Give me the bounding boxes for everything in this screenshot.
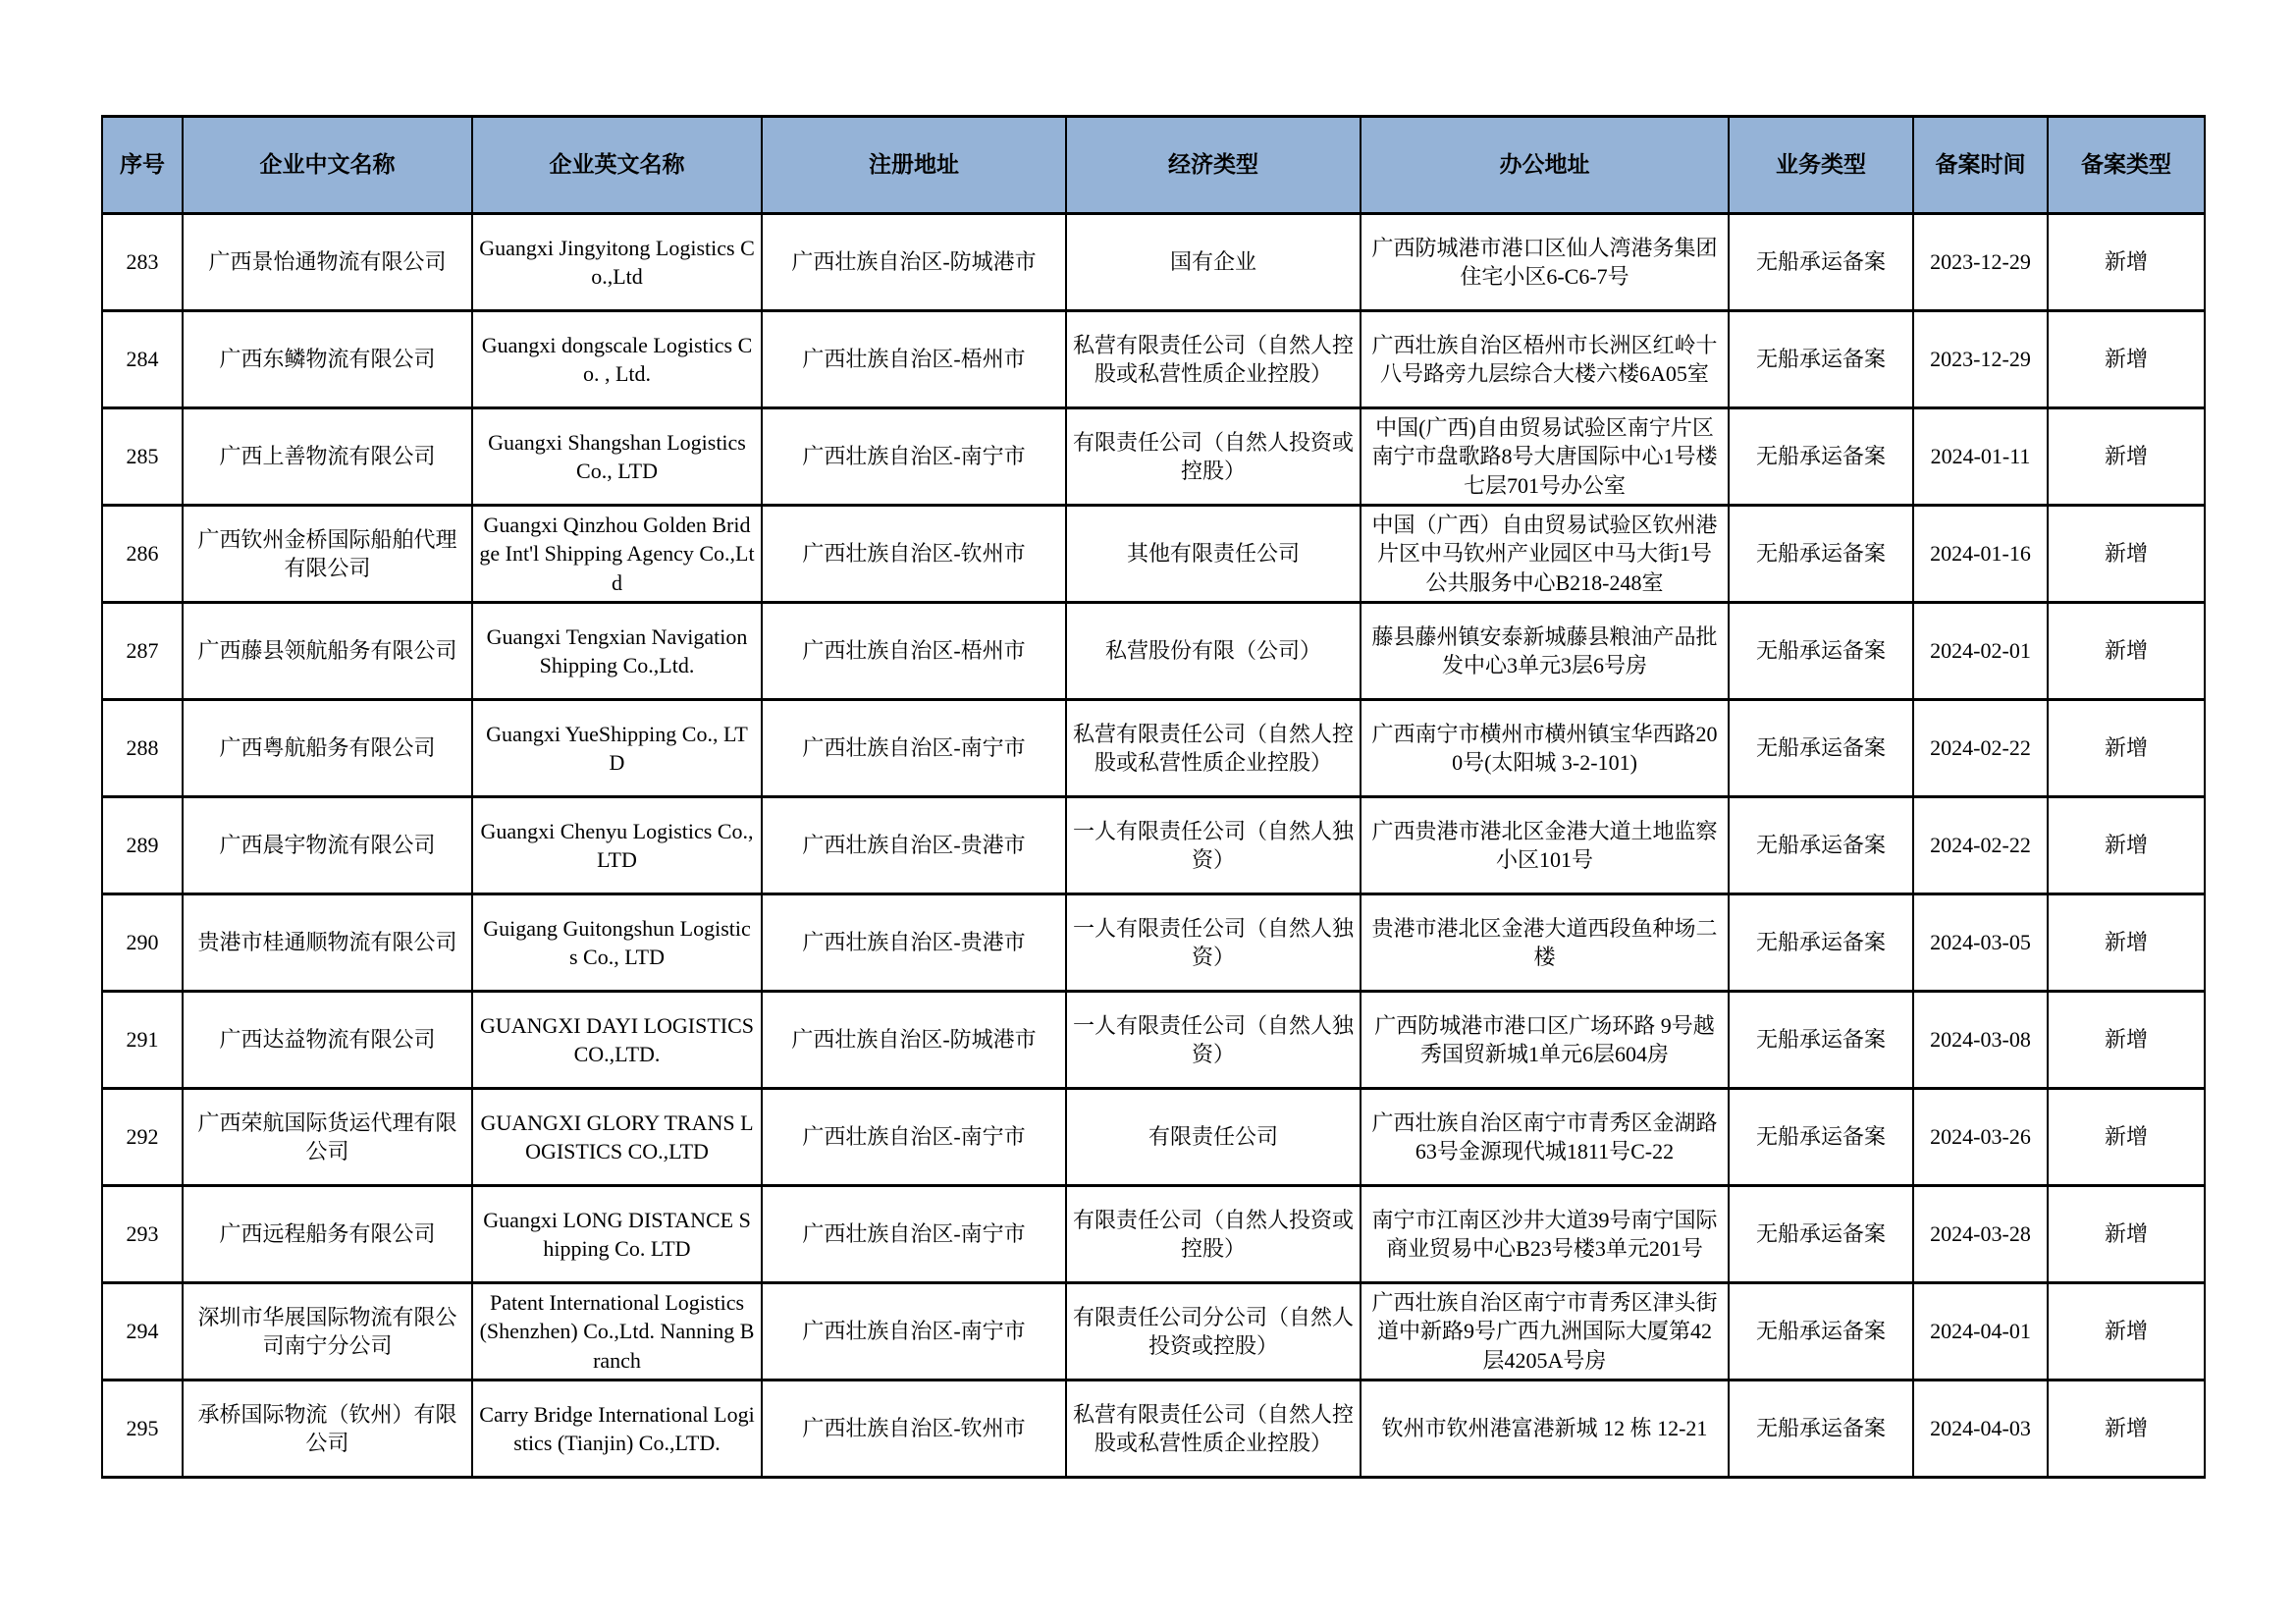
cell-serial: 290 — [102, 894, 183, 992]
cell-name-en: GUANGXI DAYI LOGISTICS CO.,LTD. — [472, 992, 762, 1089]
cell-record-type: 新增 — [2048, 506, 2205, 603]
cell-record-type: 新增 — [2048, 1186, 2205, 1283]
cell-office-address: 广西南宁市横州市横州镇宝华西路200号(太阳城 3-2-101) — [1361, 700, 1729, 797]
table-row — [102, 700, 2205, 797]
cell-name-cn: 广西钦州金桥国际船舶代理有限公司 — [183, 506, 472, 603]
cell-office-address: 中国(广西)自由贸易试验区南宁片区南宁市盘歌路8号大唐国际中心1号楼七层701号办公室 — [1361, 408, 1729, 506]
cell-registered-address: 广西壮族自治区-南宁市 — [762, 700, 1066, 797]
cell-serial: 293 — [102, 1186, 183, 1283]
table-body — [102, 214, 2205, 1478]
cell-registered-address: 广西壮族自治区-南宁市 — [762, 1283, 1066, 1380]
cell-serial: 295 — [102, 1380, 183, 1478]
cell-serial: 284 — [102, 311, 183, 408]
cell-serial: 292 — [102, 1089, 183, 1186]
cell-registered-address: 广西壮族自治区-南宁市 — [762, 408, 1066, 506]
cell-name-cn: 广西景怡通物流有限公司 — [183, 214, 472, 311]
cell-record-type: 新增 — [2048, 603, 2205, 700]
cell-business-type: 无船承运备案 — [1729, 506, 1913, 603]
cell-record-type: 新增 — [2048, 1089, 2205, 1186]
cell-economic-type: 有限责任公司 — [1066, 1089, 1361, 1186]
cell-economic-type: 私营有限责任公司（自然人控股或私营性质企业控股） — [1066, 700, 1361, 797]
table-row — [102, 1283, 2205, 1380]
cell-registered-address: 广西壮族自治区-南宁市 — [762, 1089, 1066, 1186]
header-economic-type: 经济类型 — [1066, 117, 1361, 214]
cell-economic-type: 有限责任公司（自然人投资或控股） — [1066, 408, 1361, 506]
cell-serial: 285 — [102, 408, 183, 506]
cell-record-date: 2024-02-01 — [1913, 603, 2048, 700]
cell-name-cn: 承桥国际物流（钦州）有限公司 — [183, 1380, 472, 1478]
cell-serial: 286 — [102, 506, 183, 603]
cell-economic-type: 一人有限责任公司（自然人独资） — [1066, 894, 1361, 992]
header-name-en: 企业英文名称 — [472, 117, 762, 214]
cell-serial: 294 — [102, 1283, 183, 1380]
cell-economic-type: 一人有限责任公司（自然人独资） — [1066, 992, 1361, 1089]
cell-registered-address: 广西壮族自治区-防城港市 — [762, 992, 1066, 1089]
table-row — [102, 1186, 2205, 1283]
cell-record-date: 2024-03-08 — [1913, 992, 2048, 1089]
cell-business-type: 无船承运备案 — [1729, 1186, 1913, 1283]
cell-office-address: 南宁市江南区沙井大道39号南宁国际商业贸易中心B23号楼3单元201号 — [1361, 1186, 1729, 1283]
cell-name-en: Guigang Guitongshun Logistics Co., LTD — [472, 894, 762, 992]
cell-record-date: 2023-12-29 — [1913, 311, 2048, 408]
table-row — [102, 992, 2205, 1089]
cell-registered-address: 广西壮族自治区-梧州市 — [762, 603, 1066, 700]
cell-name-en: Guangxi Qinzhou Golden Bridge Int'l Shipping Agency Co.,Ltd — [472, 506, 762, 603]
cell-economic-type: 私营股份有限（公司） — [1066, 603, 1361, 700]
company-registry-table — [101, 115, 2206, 1479]
cell-serial: 289 — [102, 797, 183, 894]
cell-registered-address: 广西壮族自治区-贵港市 — [762, 894, 1066, 992]
cell-economic-type: 私营有限责任公司（自然人控股或私营性质企业控股） — [1066, 1380, 1361, 1478]
table-row — [102, 214, 2205, 311]
cell-registered-address: 广西壮族自治区-南宁市 — [762, 1186, 1066, 1283]
cell-record-date: 2024-03-26 — [1913, 1089, 2048, 1186]
cell-registered-address: 广西壮族自治区-钦州市 — [762, 506, 1066, 603]
cell-business-type: 无船承运备案 — [1729, 1089, 1913, 1186]
cell-office-address: 广西贵港市港北区金港大道土地监察小区101号 — [1361, 797, 1729, 894]
cell-office-address: 钦州市钦州港富港新城 12 栋 12-21 — [1361, 1380, 1729, 1478]
cell-economic-type: 私营有限责任公司（自然人控股或私营性质企业控股） — [1066, 311, 1361, 408]
header-record-type: 备案类型 — [2048, 117, 2205, 214]
cell-name-en: Guangxi Chenyu Logistics Co., LTD — [472, 797, 762, 894]
header-record-date: 备案时间 — [1913, 117, 2048, 214]
cell-name-en: Guangxi Tengxian Navigation Shipping Co.,Ltd. — [472, 603, 762, 700]
header-name-cn: 企业中文名称 — [183, 117, 472, 214]
cell-office-address: 广西壮族自治区南宁市青秀区津头街道中新路9号广西九洲国际大厦第42层4205A号房 — [1361, 1283, 1729, 1380]
header-registered-address: 注册地址 — [762, 117, 1066, 214]
table-row — [102, 408, 2205, 506]
cell-record-date: 2024-03-28 — [1913, 1186, 2048, 1283]
cell-name-en: Guangxi YueShipping Co., LTD — [472, 700, 762, 797]
cell-record-type: 新增 — [2048, 797, 2205, 894]
cell-record-date: 2023-12-29 — [1913, 214, 2048, 311]
cell-serial: 291 — [102, 992, 183, 1089]
table-header — [102, 117, 2205, 214]
cell-name-cn: 广西晨宇物流有限公司 — [183, 797, 472, 894]
cell-business-type: 无船承运备案 — [1729, 408, 1913, 506]
cell-economic-type: 国有企业 — [1066, 214, 1361, 311]
cell-economic-type: 一人有限责任公司（自然人独资） — [1066, 797, 1361, 894]
cell-business-type: 无船承运备案 — [1729, 311, 1913, 408]
cell-business-type: 无船承运备案 — [1729, 603, 1913, 700]
cell-record-date: 2024-04-01 — [1913, 1283, 2048, 1380]
table-row — [102, 797, 2205, 894]
cell-registered-address: 广西壮族自治区-梧州市 — [762, 311, 1066, 408]
table-row — [102, 603, 2205, 700]
cell-name-cn: 广西东鳞物流有限公司 — [183, 311, 472, 408]
cell-serial: 283 — [102, 214, 183, 311]
cell-serial: 287 — [102, 603, 183, 700]
cell-name-cn: 深圳市华展国际物流有限公司南宁分公司 — [183, 1283, 472, 1380]
cell-economic-type: 有限责任公司分公司（自然人投资或控股） — [1066, 1283, 1361, 1380]
cell-business-type: 无船承运备案 — [1729, 1380, 1913, 1478]
cell-name-en: Patent International Logistics (Shenzhen) Co.,Ltd. Nanning Branch — [472, 1283, 762, 1380]
cell-registered-address: 广西壮族自治区-贵港市 — [762, 797, 1066, 894]
cell-economic-type: 有限责任公司（自然人投资或控股） — [1066, 1186, 1361, 1283]
cell-record-date: 2024-02-22 — [1913, 700, 2048, 797]
cell-name-en: Guangxi LONG DISTANCE Shipping Co. LTD — [472, 1186, 762, 1283]
cell-business-type: 无船承运备案 — [1729, 797, 1913, 894]
cell-office-address: 藤县藤州镇安泰新城藤县粮油产品批发中心3单元3层6号房 — [1361, 603, 1729, 700]
header-row — [102, 117, 2205, 214]
cell-record-type: 新增 — [2048, 214, 2205, 311]
cell-office-address: 广西壮族自治区南宁市青秀区金湖路63号金源现代城1811号C-22 — [1361, 1089, 1729, 1186]
header-business-type: 业务类型 — [1729, 117, 1913, 214]
cell-name-en: Guangxi dongscale Logistics Co. , Ltd. — [472, 311, 762, 408]
cell-business-type: 无船承运备案 — [1729, 894, 1913, 992]
cell-registered-address: 广西壮族自治区-防城港市 — [762, 214, 1066, 311]
cell-record-date: 2024-04-03 — [1913, 1380, 2048, 1478]
cell-name-en: Guangxi Shangshan Logistics Co., LTD — [472, 408, 762, 506]
cell-name-en: Guangxi Jingyitong Logistics Co.,Ltd — [472, 214, 762, 311]
cell-office-address: 广西壮族自治区梧州市长洲区红岭十八号路旁九层综合大楼六楼6A05室 — [1361, 311, 1729, 408]
table-row — [102, 894, 2205, 992]
cell-record-type: 新增 — [2048, 408, 2205, 506]
header-office-address: 办公地址 — [1361, 117, 1729, 214]
cell-name-cn: 广西远程船务有限公司 — [183, 1186, 472, 1283]
cell-business-type: 无船承运备案 — [1729, 214, 1913, 311]
cell-serial: 288 — [102, 700, 183, 797]
cell-record-type: 新增 — [2048, 1380, 2205, 1478]
cell-business-type: 无船承运备案 — [1729, 1283, 1913, 1380]
cell-office-address: 广西防城港市港口区广场环路 9号越秀国贸新城1单元6层604房 — [1361, 992, 1729, 1089]
cell-name-cn: 广西藤县领航船务有限公司 — [183, 603, 472, 700]
cell-record-type: 新增 — [2048, 894, 2205, 992]
cell-business-type: 无船承运备案 — [1729, 992, 1913, 1089]
cell-name-cn: 贵港市桂通顺物流有限公司 — [183, 894, 472, 992]
cell-name-cn: 广西上善物流有限公司 — [183, 408, 472, 506]
cell-record-type: 新增 — [2048, 311, 2205, 408]
cell-office-address: 贵港市港北区金港大道西段鱼种场二楼 — [1361, 894, 1729, 992]
cell-office-address: 中国（广西）自由贸易试验区钦州港片区中马钦州产业园区中马大街1号公共服务中心B218-248室 — [1361, 506, 1729, 603]
cell-record-date: 2024-03-05 — [1913, 894, 2048, 992]
cell-name-cn: 广西荣航国际货运代理有限公司 — [183, 1089, 472, 1186]
table-row — [102, 1380, 2205, 1478]
cell-name-cn: 广西达益物流有限公司 — [183, 992, 472, 1089]
cell-record-date: 2024-02-22 — [1913, 797, 2048, 894]
cell-business-type: 无船承运备案 — [1729, 700, 1913, 797]
table-row — [102, 1089, 2205, 1186]
cell-record-date: 2024-01-16 — [1913, 506, 2048, 603]
cell-record-type: 新增 — [2048, 1283, 2205, 1380]
cell-office-address: 广西防城港市港口区仙人湾港务集团住宅小区6-C6-7号 — [1361, 214, 1729, 311]
cell-name-cn: 广西粤航船务有限公司 — [183, 700, 472, 797]
cell-name-en: GUANGXI GLORY TRANS LOGISTICS CO.,LTD — [472, 1089, 762, 1186]
cell-record-type: 新增 — [2048, 700, 2205, 797]
table-row — [102, 311, 2205, 408]
cell-registered-address: 广西壮族自治区-钦州市 — [762, 1380, 1066, 1478]
cell-record-type: 新增 — [2048, 992, 2205, 1089]
cell-record-date: 2024-01-11 — [1913, 408, 2048, 506]
cell-name-en: Carry Bridge International Logistics (Tianjin) Co.,LTD. — [472, 1380, 762, 1478]
cell-economic-type: 其他有限责任公司 — [1066, 506, 1361, 603]
table-row — [102, 506, 2205, 603]
header-serial: 序号 — [102, 117, 183, 214]
